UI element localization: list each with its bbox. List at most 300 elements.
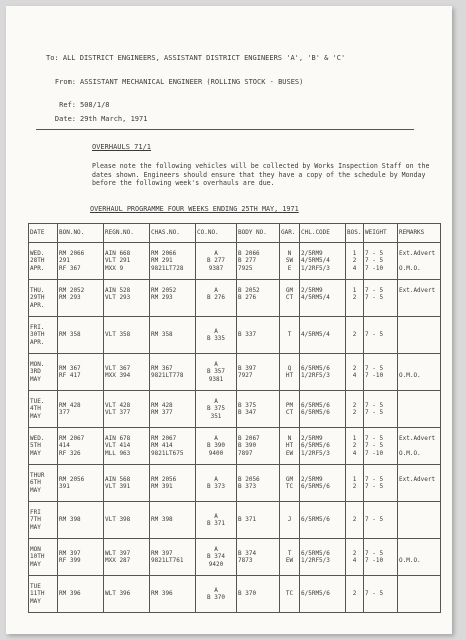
memo-date-label: Date: [54, 115, 76, 123]
cell-line: 1/2RF5/3 [301, 449, 330, 457]
cell-bos [346, 428, 364, 465]
table-row [29, 539, 441, 576]
instruction-paragraph: Please note the following vehicles will be collected by Works Inspection Staff on the dates shown. Engineers should ensure that they have a copy of the schedule by Monday before the following week's overhauls are due. [92, 162, 430, 187]
cell-gar [280, 354, 300, 391]
cell-line: 2 [352, 409, 357, 416]
cell-line: B 277 [206, 257, 226, 265]
cell-line: 7 - 5 [365, 250, 384, 258]
cell-co [196, 354, 237, 391]
cell-line: B 2052 [238, 287, 260, 295]
cell-line: 414 [59, 442, 70, 450]
cell-line: MAY [30, 560, 41, 568]
cell-line: 6/5RM5/6 [301, 549, 330, 557]
cell-line: 7 - 5 [365, 483, 384, 490]
cell-line: RM 2056 [151, 475, 177, 483]
cell-body [237, 391, 280, 428]
cell-line: 7897 [238, 449, 253, 457]
memo-from-label: From: [54, 78, 76, 86]
cell-weight [364, 428, 398, 465]
column-header: WEIGHT [364, 224, 398, 243]
cell-line: MXX 287 [105, 557, 131, 564]
cell-line: A [214, 250, 218, 258]
cell-line: 9381 [208, 375, 224, 383]
cell-chl [300, 576, 346, 613]
cell-line: B 2056 [238, 475, 260, 483]
column-header: BON.NO. [58, 224, 104, 243]
cell-line: 351 [210, 412, 222, 420]
cell-line: 7 - 5 [365, 435, 384, 443]
cell-line: 4/5RM5/4 [301, 294, 330, 302]
cell-line: B 375 [206, 405, 226, 413]
cell-line: TC [285, 590, 294, 598]
cell-line: A [214, 398, 218, 406]
cell-bon [58, 354, 104, 391]
column-header: REMARKS [398, 224, 441, 243]
cell-line: PM [285, 401, 294, 409]
cell-line: 4/5RM5/4 [301, 257, 330, 265]
cell-line: 2/5RM9 [301, 435, 323, 443]
cell-chl [300, 354, 346, 391]
cell-line: N [287, 435, 292, 443]
cell-line: O.M.O. [399, 264, 421, 272]
cell-line: 2 [352, 401, 357, 409]
cell-line: RM 293 [59, 294, 81, 302]
column-header: BODY NO. [237, 224, 280, 243]
cell-line: CT [285, 409, 294, 416]
cell-bos [346, 354, 364, 391]
memo-ref-label: Ref: [59, 101, 76, 109]
cell-line: RM 397 [59, 549, 81, 557]
cell-line: 7925 [238, 264, 253, 272]
cell-regn [104, 354, 150, 391]
cell-line: 9821LT761 [151, 557, 184, 564]
cell-line: E [287, 264, 292, 272]
cell-gar [280, 428, 300, 465]
cell-line: A [214, 361, 218, 369]
cell-line: RM 2067 [151, 435, 177, 443]
cell-line: VLT 293 [105, 294, 131, 302]
cell-line: B 373 [238, 483, 257, 490]
cell-line: 4TH [30, 405, 41, 413]
cell-remarks [398, 391, 441, 428]
cell-line: GM [285, 475, 294, 483]
cell-line: 4 [352, 449, 357, 457]
cell-line: B 371 [238, 516, 257, 524]
cell-line: 4 [352, 264, 357, 272]
cell-line: B 371 [206, 520, 226, 527]
cell-line: B 374 [238, 549, 257, 557]
cell-line: VLT 367 [105, 364, 131, 372]
cell-line: RM 391 [151, 483, 173, 490]
cell-bos [346, 576, 364, 613]
cell-line: VLT 377 [105, 409, 131, 416]
table-row [29, 428, 441, 465]
cell-line: TUE. [30, 398, 45, 406]
cell-line [105, 302, 148, 309]
cell-line: VLT 358 [105, 331, 131, 339]
cell-line: B 370 [206, 594, 226, 601]
cell-chl [300, 391, 346, 428]
cell-body [237, 354, 280, 391]
cell-line [399, 550, 439, 557]
cell-line [399, 409, 439, 416]
cell-bos [346, 391, 364, 428]
cell-line: WED. [30, 435, 45, 443]
cell-chas [150, 280, 196, 317]
cell-line [151, 302, 194, 309]
cell-line: RF 399 [59, 557, 81, 564]
cell-co [196, 465, 237, 502]
cell-line: 4 [352, 557, 357, 564]
cell-line: MON. [30, 361, 45, 369]
cell-gar [280, 465, 300, 502]
cell-line: A [214, 475, 218, 483]
cell-line: O.M.O. [399, 449, 421, 457]
cell-bon [58, 243, 104, 280]
cell-line: B 390 [238, 442, 257, 450]
cell-line: O.M.O. [399, 372, 421, 379]
cell-line: MLL 963 [105, 449, 131, 457]
cell-chas [150, 428, 196, 465]
cell-bon [58, 317, 104, 354]
cell-chl [300, 539, 346, 576]
cell-line [281, 302, 298, 309]
memo-to-label: To: [46, 54, 59, 62]
cell-line: 2/5RM9 [301, 287, 323, 295]
cell-bos [346, 465, 364, 502]
cell-line: B 347 [238, 409, 257, 416]
cell-body [237, 280, 280, 317]
cell-date [29, 391, 58, 428]
cell-bos [346, 243, 364, 280]
cell-line: RF 367 [59, 264, 81, 272]
cell-line: HT [285, 372, 294, 379]
cell-line: 9821LT728 [151, 264, 184, 272]
cell-body [237, 428, 280, 465]
header-rule [36, 129, 414, 130]
cell-gar [280, 502, 300, 539]
cell-line: 7 - 5 [365, 287, 384, 295]
column-header: CHAS.NO. [150, 224, 196, 243]
cell-line: 7 -10 [365, 372, 384, 379]
cell-chas [150, 539, 196, 576]
cell-line: HT [285, 442, 294, 450]
cell-line: RM 396 [151, 590, 173, 598]
cell-line: 291 [59, 257, 70, 265]
cell-line: RM 2066 [59, 250, 85, 258]
cell-line: RM 397 [151, 549, 173, 557]
cell-line: 2 [352, 364, 357, 372]
cell-line: 7 - 5 [365, 475, 384, 483]
cell-line: 9387 [208, 264, 224, 272]
column-header: DATE [29, 224, 58, 243]
cell-bon [58, 539, 104, 576]
cell-line: Ext.Advert [399, 435, 436, 443]
cell-line: A [214, 287, 218, 295]
cell-line: MAY [30, 597, 41, 605]
cell-line: RM 2052 [59, 287, 85, 295]
cell-regn [104, 243, 150, 280]
cell-date [29, 428, 58, 465]
cell-date [29, 280, 58, 317]
cell-line: EW [285, 449, 294, 457]
cell-co [196, 243, 237, 280]
cell-line: A [214, 327, 218, 335]
cell-line: RM 2067 [59, 435, 85, 443]
cell-line: 7 - 5 [365, 364, 384, 372]
cell-co [196, 502, 237, 539]
cell-line: 7 - 5 [365, 442, 384, 450]
cell-line: 3RD [30, 368, 41, 376]
cell-weight [364, 317, 398, 354]
cell-co [196, 391, 237, 428]
cell-co [196, 428, 237, 465]
cell-line [399, 302, 439, 309]
cell-body [237, 539, 280, 576]
cell-line: 7 - 5 [365, 331, 384, 339]
cell-line: GM [285, 287, 294, 295]
cell-date [29, 502, 58, 539]
cell-line: 6/5RM5/6 [301, 409, 330, 416]
cell-line: 6TH [30, 479, 41, 487]
cell-regn [104, 502, 150, 539]
cell-line: 2 [352, 257, 357, 265]
cell-line [347, 302, 362, 309]
cell-line: 7 -10 [365, 557, 384, 564]
cell-gar [280, 280, 300, 317]
cell-line: FRI [30, 509, 41, 517]
cell-line: 6/5RM5/6 [301, 442, 330, 450]
cell-line: RM 428 [59, 401, 81, 409]
cell-line: VLT 391 [105, 483, 131, 490]
cell-line: Q [287, 364, 292, 372]
cell-line [238, 302, 278, 309]
cell-line: N [287, 250, 292, 258]
cell-chl [300, 502, 346, 539]
table-row [29, 576, 441, 613]
cell-line: 7927 [238, 372, 253, 379]
cell-line: 6/5RM5/6 [301, 516, 330, 524]
cell-body [237, 317, 280, 354]
cell-line: 9400 [208, 449, 224, 457]
cell-weight [364, 354, 398, 391]
cell-line [197, 302, 235, 309]
document-page [6, 6, 452, 634]
cell-line: RM 414 [151, 442, 173, 450]
cell-line: 1 [352, 475, 357, 483]
cell-line: 1 [352, 435, 357, 443]
cell-gar [280, 576, 300, 613]
cell-chl [300, 465, 346, 502]
cell-date [29, 465, 58, 502]
cell-line: 1/2RF5/3 [301, 557, 330, 564]
memo-date-value: 29th March, 1971 [80, 115, 148, 123]
cell-line: 7873 [238, 557, 253, 564]
cell-line: 377 [59, 409, 70, 416]
cell-regn [104, 317, 150, 354]
overhaul-schedule-table [28, 223, 441, 613]
cell-line: 7 - 5 [365, 549, 384, 557]
cell-line: AIN 668 [105, 250, 131, 258]
cell-chl [300, 243, 346, 280]
cell-line: 1 [352, 287, 357, 295]
cell-line: 4/5RM5/4 [301, 331, 330, 339]
cell-line: 7 - 5 [365, 409, 384, 416]
cell-line: Ext.Advert [399, 475, 436, 483]
cell-chas [150, 243, 196, 280]
cell-line: AIN 678 [105, 435, 131, 443]
cell-date [29, 317, 58, 354]
cell-line: 2 [352, 590, 357, 598]
cell-line: 7 - 5 [365, 590, 384, 598]
cell-line: WLT 397 [105, 549, 131, 557]
cell-co [196, 280, 237, 317]
cell-line: MAY [30, 486, 41, 494]
cell-line: 5TH [30, 442, 41, 450]
cell-chl [300, 428, 346, 465]
cell-line: AIN 568 [105, 475, 131, 483]
cell-weight [364, 243, 398, 280]
cell-line: A [214, 586, 218, 594]
cell-line: B 375 [238, 401, 257, 409]
memo-to-value: ALL DISTRICT ENGINEERS, ASSISTANT DISTRICT ENGINEERS 'A', 'B' & 'C' [62, 54, 346, 62]
cell-line: MAY [30, 375, 41, 383]
programme-subtitle: OVERHAUL PROGRAMME FOUR WEEKS ENDING 25TH MAY, 1971 [90, 205, 299, 213]
cell-line: TUE [30, 583, 41, 591]
cell-line: 2/5RM9 [301, 250, 323, 258]
cell-line: 6/5RM5/6 [301, 590, 330, 598]
cell-remarks [398, 539, 441, 576]
cell-bon [58, 280, 104, 317]
cell-bon [58, 465, 104, 502]
cell-bon [58, 576, 104, 613]
cell-line: A [214, 435, 218, 443]
cell-chl [300, 317, 346, 354]
cell-bos [346, 317, 364, 354]
cell-line: 2 [352, 331, 357, 339]
cell-line: B 373 [206, 483, 226, 490]
table-row [29, 465, 441, 502]
cell-gar [280, 539, 300, 576]
cell-line: RM 367 [151, 364, 173, 372]
cell-regn [104, 539, 150, 576]
cell-line: RM 358 [59, 331, 81, 339]
cell-line [399, 294, 439, 301]
cell-line: THU. [30, 287, 45, 295]
cell-line: 28TH [30, 257, 45, 265]
cell-body [237, 576, 280, 613]
cell-remarks [398, 354, 441, 391]
cell-line: 2 [352, 483, 357, 490]
cell-line: 391 [59, 483, 70, 490]
cell-line: RM 367 [59, 364, 81, 372]
memo-ref-value: 508/1/8 [80, 101, 110, 109]
cell-co [196, 539, 237, 576]
cell-gar [280, 317, 300, 354]
cell-line: 7 - 5 [365, 257, 384, 265]
cell-co [196, 317, 237, 354]
cell-line: 6/5RM5/6 [301, 401, 330, 409]
cell-line: 9821LT778 [151, 372, 184, 379]
cell-line: 1 [352, 250, 357, 258]
cell-chas [150, 354, 196, 391]
cell-chas [150, 317, 196, 354]
cell-line: Ext.Advert [399, 287, 436, 295]
cell-remarks [398, 317, 441, 354]
cell-weight [364, 465, 398, 502]
table-row [29, 243, 441, 280]
cell-remarks [398, 502, 441, 539]
cell-body [237, 243, 280, 280]
cell-line: O.M.O. [399, 557, 421, 564]
cell-line: 7 - 5 [365, 401, 384, 409]
table-header-row [29, 224, 441, 243]
cell-line: RM 398 [151, 516, 173, 524]
cell-line: 7 -10 [365, 264, 384, 272]
cell-line: VLT 428 [105, 401, 131, 409]
cell-line: B 2066 [238, 250, 260, 258]
cell-line: MAY [30, 449, 41, 457]
cell-line: 2/5RM9 [301, 475, 323, 483]
cell-bon [58, 428, 104, 465]
column-header: REGN.NO. [104, 224, 150, 243]
cell-date [29, 576, 58, 613]
cell-line: 9420 [208, 560, 224, 568]
cell-line: CT [285, 294, 294, 302]
cell-line: MXX 9 [105, 264, 124, 272]
memo-to [46, 54, 345, 63]
cell-regn [104, 576, 150, 613]
cell-line: B 2067 [238, 435, 260, 443]
cell-weight [364, 576, 398, 613]
cell-regn [104, 280, 150, 317]
cell-gar [280, 391, 300, 428]
cell-line: WLT 396 [105, 590, 131, 598]
cell-weight [364, 391, 398, 428]
cell-line: 1/2RF5/3 [301, 372, 330, 379]
cell-line: B 357 [206, 368, 226, 376]
cell-weight [364, 539, 398, 576]
cell-chl [300, 280, 346, 317]
cell-body [237, 465, 280, 502]
column-header: CO.NO. [196, 224, 237, 243]
cell-line: B 390 [206, 442, 226, 450]
cell-line: WED. [30, 250, 45, 258]
cell-bos [346, 502, 364, 539]
cell-remarks [398, 428, 441, 465]
cell-line [365, 302, 396, 309]
cell-remarks [398, 243, 441, 280]
table-row [29, 391, 441, 428]
cell-bos [346, 539, 364, 576]
cell-line: SW [285, 257, 294, 265]
cell-gar [280, 243, 300, 280]
cell-line: TC [285, 483, 294, 490]
cell-line: 6/5RM5/6 [301, 483, 330, 490]
cell-line: FRI. [30, 324, 45, 332]
cell-chas [150, 576, 196, 613]
cell-line: RM 2066 [151, 250, 177, 258]
cell-date [29, 539, 58, 576]
cell-line: 7 - 5 [365, 294, 384, 302]
cell-co [196, 576, 237, 613]
cell-line: 10TH [30, 553, 45, 561]
cell-line: THUR [30, 472, 45, 480]
cell-line: J [287, 516, 292, 524]
cell-line: RM 358 [151, 331, 173, 339]
cell-line: RF 326 [59, 449, 81, 457]
cell-line: MAY [30, 412, 41, 420]
